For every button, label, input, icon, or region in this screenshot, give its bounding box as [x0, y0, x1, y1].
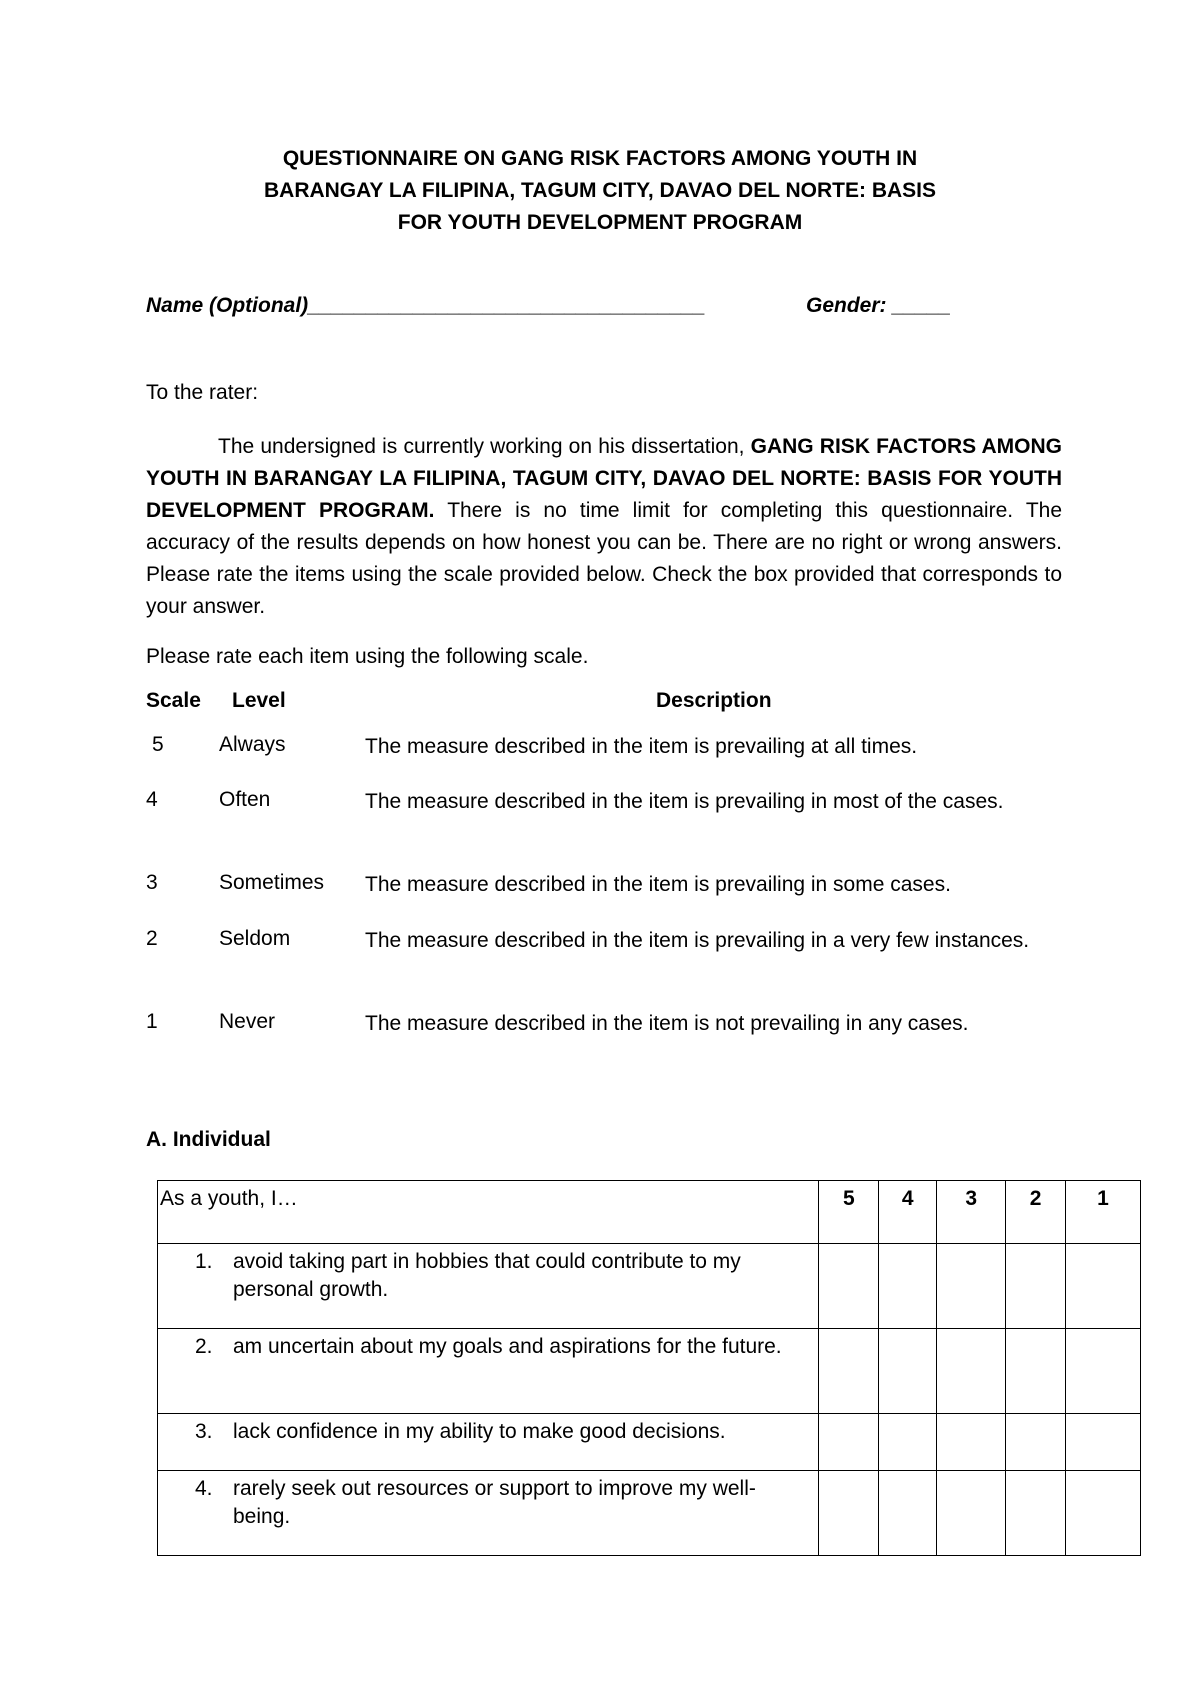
salutation: To the rater:	[146, 381, 259, 404]
scale-header-level: Level	[232, 689, 286, 712]
intro-text-after: There is no time limit for completing this questionnaire. The accuracy of the results depends on how honest you can be. There are no right or wrong answers. Please rate the items using the scale provided below. Check the box provided that corresponds to your answer.	[146, 499, 1063, 618]
scale-description: The measure described in the item is prevailing in some cases.	[365, 873, 951, 896]
table-row	[158, 1414, 1141, 1471]
name-field[interactable]: Name (Optional)__________________________________	[146, 294, 706, 317]
scale-value: 1	[146, 1010, 158, 1033]
rating-box-1[interactable]	[1066, 1471, 1141, 1556]
intro-paragraph	[146, 431, 1062, 623]
rating-box-4[interactable]	[879, 1329, 937, 1414]
document-title	[150, 143, 1050, 239]
scale-level: Always	[219, 733, 286, 756]
rating-box-2[interactable]	[1006, 1329, 1066, 1414]
rating-box-2[interactable]	[1006, 1414, 1066, 1471]
scale-value: 2	[146, 927, 158, 950]
item-text: rarely seek out resources or support to improve my well-being.	[233, 1477, 756, 1528]
scale-level: Never	[219, 1010, 276, 1033]
scale-value: 5	[152, 733, 164, 756]
rating-box-2[interactable]	[1006, 1471, 1066, 1556]
item-cell	[158, 1414, 819, 1471]
item-cell	[158, 1471, 819, 1556]
item-cell	[158, 1244, 819, 1329]
scale-intro: Please rate each item using the following scale.	[146, 645, 589, 668]
rating-box-5[interactable]	[819, 1329, 879, 1414]
section-heading: A. Individual	[146, 1128, 271, 1151]
table-header-prompt: As a youth, I…	[158, 1181, 819, 1244]
gender-field[interactable]: Gender: _____	[806, 294, 951, 317]
title-line-1: QUESTIONNAIRE ON GANG RISK FACTORS AMONG YOUTH IN	[282, 147, 918, 170]
table-row	[158, 1471, 1141, 1556]
item-cell	[158, 1329, 819, 1414]
scale-header-description: Description	[656, 689, 772, 712]
rating-box-3[interactable]	[937, 1244, 1006, 1329]
scale-header-scale: Scale	[146, 689, 201, 712]
title-line-2: BARANGAY LA FILIPINA, TAGUM CITY, DAVAO DEL NORTE: BASIS	[263, 179, 937, 202]
scale-description: The measure described in the item is not prevailing in any cases.	[365, 1012, 969, 1035]
rating-box-3[interactable]	[937, 1471, 1006, 1556]
title-line-3: FOR YOUTH DEVELOPMENT PROGRAM	[397, 211, 803, 234]
rating-box-2[interactable]	[1006, 1244, 1066, 1329]
item-number: 3.	[195, 1420, 213, 1443]
item-text: avoid taking part in hobbies that could contribute to my personal growth.	[233, 1250, 741, 1301]
scale-level: Sometimes	[219, 871, 325, 894]
rating-box-1[interactable]	[1066, 1414, 1141, 1471]
scale-description: The measure described in the item is prevailing at all times.	[365, 735, 918, 758]
rating-box-5[interactable]	[819, 1471, 879, 1556]
rating-box-5[interactable]	[819, 1414, 879, 1471]
rating-box-3[interactable]	[937, 1329, 1006, 1414]
item-text: lack confidence in my ability to make good decisions.	[233, 1420, 726, 1443]
rating-box-4[interactable]	[879, 1414, 937, 1471]
rating-box-3[interactable]	[937, 1414, 1006, 1471]
column-header-5: 5	[819, 1181, 879, 1244]
rating-box-1[interactable]	[1066, 1329, 1141, 1414]
item-number: 4.	[195, 1477, 213, 1500]
column-header-3: 3	[937, 1181, 1006, 1244]
rating-box-4[interactable]	[879, 1244, 937, 1329]
item-number: 2.	[195, 1335, 213, 1358]
scale-value: 3	[146, 871, 158, 894]
rating-box-1[interactable]	[1066, 1244, 1141, 1329]
table-row	[158, 1244, 1141, 1329]
table-row	[158, 1329, 1141, 1414]
column-header-4: 4	[879, 1181, 937, 1244]
scale-description: The measure described in the item is prevailing in most of the cases.	[365, 790, 1004, 813]
intro-bold-title: GANG RISK FACTORS AMONG YOUTH IN BARANGAY LA FILIPINA, TAGUM CITY, DAVAO DEL NORTE: BASIS FOR YOUTH DEVELOPMENT PROGRAM.	[146, 435, 1062, 522]
scale-level: Often	[219, 788, 271, 811]
rating-table	[157, 1180, 1141, 1556]
item-text: am uncertain about my goals and aspirations for the future.	[233, 1335, 782, 1358]
rating-box-4[interactable]	[879, 1471, 937, 1556]
rating-box-5[interactable]	[819, 1244, 879, 1329]
scale-level: Seldom	[219, 927, 291, 950]
scale-value: 4	[146, 788, 158, 811]
scale-description: The measure described in the item is prevailing in a very few instances.	[365, 929, 1030, 952]
item-number: 1.	[195, 1250, 213, 1273]
column-header-2: 2	[1006, 1181, 1066, 1244]
table-header-row	[158, 1181, 1141, 1244]
intro-text-before: The undersigned is currently working on his dissertation,	[218, 435, 751, 458]
column-header-1: 1	[1066, 1181, 1141, 1244]
